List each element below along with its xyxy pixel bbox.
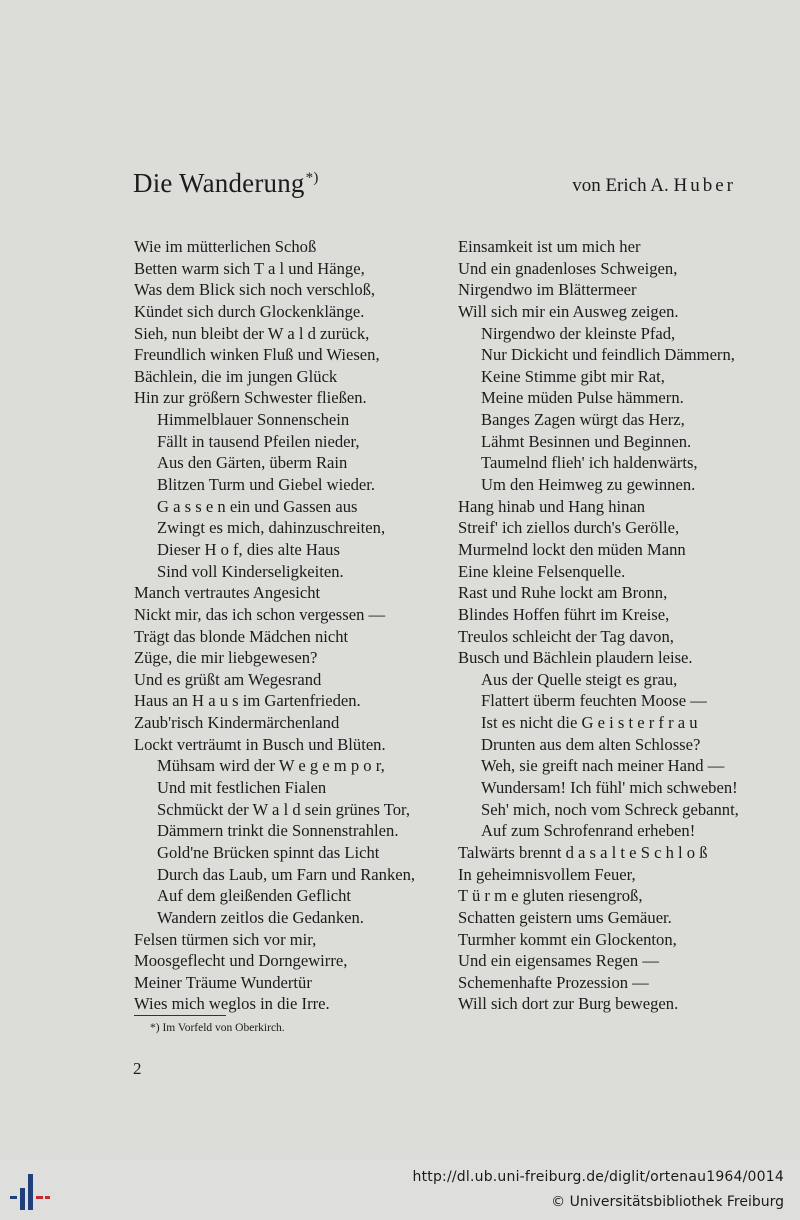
poem-line: Betten warm sich T a l und Hänge, xyxy=(134,258,365,278)
poem-line: Moosgeflecht und Dorngewirre, xyxy=(134,951,348,971)
poem-line: Rast und Ruhe lockt am Bronn, xyxy=(458,583,668,603)
footnote-marker: *) xyxy=(305,170,319,186)
poem-line: Flattert überm feuchten Moose — xyxy=(481,691,707,711)
poem-line: Um den Heimweg zu gewinnen. xyxy=(481,475,696,495)
poem-line: Turmher kommt ein Glockenton, xyxy=(458,929,677,949)
poem-line: Schatten geistern ums Gemäuer. xyxy=(458,907,672,927)
poem-line: Und mit festlichen Fialen xyxy=(157,778,327,798)
poem-line: Einsamkeit ist um mich her xyxy=(458,237,641,256)
poem-line: Was dem Blick sich noch verschloß, xyxy=(134,280,376,300)
poem-line: Manch vertrautes Angesicht xyxy=(134,583,321,603)
poem-line: Busch und Bächlein plaudern leise. xyxy=(458,648,693,668)
poem-line: Zwingt es mich, dahinzuschreiten, xyxy=(157,518,386,538)
poem-line: Nickt mir, das ich schon vergessen — xyxy=(134,604,386,624)
poem-line: Gold'ne Brücken spinnt das Licht xyxy=(157,842,380,862)
poem-line: Ist es nicht die G e i s t e r f r a u xyxy=(481,713,698,733)
footnote: *) Im Vorfeld von Oberkirch. xyxy=(150,1022,285,1034)
poem-line: Trägt das blonde Mädchen nicht xyxy=(134,626,349,646)
poem-line: Blitzen Turm und Giebel wieder. xyxy=(157,475,376,495)
poem-line: Banges Zagen würgt das Herz, xyxy=(481,410,685,430)
source-url-link[interactable]: http://dl.ub.uni-freiburg.de/diglit/ortenau1964/0014 xyxy=(412,1169,784,1185)
poem-line: Schmückt der W a l d sein grünes Tor, xyxy=(157,799,411,819)
poem-line: Taumelnd flieh' ich haldenwärts, xyxy=(481,453,698,473)
poem-line: Aus den Gärten, überm Rain xyxy=(157,453,348,473)
poem-line: Weh, sie greift nach meiner Hand — xyxy=(481,756,725,776)
poem-line: Sieh, nun bleibt der W a l d zurück, xyxy=(134,323,370,343)
poem-line: Felsen türmen sich vor mir, xyxy=(134,929,317,949)
poem-line: Durch das Laub, um Farn und Ranken, xyxy=(157,864,416,884)
poem-line: Keine Stimme gibt mir Rat, xyxy=(481,366,665,386)
poem-line: Fällt in tausend Pfeilen nieder, xyxy=(157,431,360,451)
poem-line: Treulos schleicht der Tag davon, xyxy=(458,626,674,646)
poem-line: Murmelnd lockt den müden Mann xyxy=(458,539,686,559)
author-prefix: von Erich A. xyxy=(572,175,669,196)
poem-line: Drunten aus dem alten Schlosse? xyxy=(481,734,701,754)
poem-line: Wandern zeitlos die Gedanken. xyxy=(157,907,364,927)
poem-line: Wie im mütterlichen Schoß xyxy=(134,237,317,256)
poem-line: Sind voll Kinderseligkeiten. xyxy=(157,561,344,581)
poem-line: Und ein eigensames Regen — xyxy=(458,951,659,971)
poem-line: Hang hinab und Hang hinan xyxy=(458,496,646,516)
poem-line: Blindes Hoffen führt im Kreise, xyxy=(458,604,670,624)
poem-line: Auf dem gleißenden Geflicht xyxy=(157,886,351,906)
poem-line: Nirgendwo im Blättermeer xyxy=(458,280,637,300)
poem-line: Züge, die mir liebgewesen? xyxy=(134,648,318,668)
author-line xyxy=(572,175,736,197)
library-logo-icon xyxy=(8,1170,52,1214)
poem-column-right xyxy=(458,236,739,1015)
poem-line: Nirgendwo der kleinste Pfad, xyxy=(481,323,676,343)
poem-line: Meine müden Pulse hämmern. xyxy=(481,388,684,408)
poem-line: In geheimnisvollem Feuer, xyxy=(458,864,636,884)
poem-line: Dämmern trinkt die Sonnenstrahlen. xyxy=(157,821,399,841)
poem-line: Und es grüßt am Wegesrand xyxy=(134,669,322,689)
poem-line: Dieser H o f, dies alte Haus xyxy=(157,539,340,559)
poem-line: Kündet sich durch Glockenklänge. xyxy=(134,301,365,321)
poem-line: Himmelblauer Sonnenschein xyxy=(157,410,350,430)
poem-line: Meiner Träume Wundertür xyxy=(134,972,312,992)
poem-line: Will sich mir ein Ausweg zeigen. xyxy=(458,301,679,321)
poem-line: Wundersam! Ich fühl' mich schweben! xyxy=(481,778,738,798)
poem-line: T ü r m e gluten riesengroß, xyxy=(458,886,643,906)
poem-line: Auf zum Schrofenrand erheben! xyxy=(481,821,696,841)
poem-line: Freundlich winken Fluß und Wiesen, xyxy=(134,345,380,365)
poem-column-left xyxy=(134,236,415,1015)
poem-line: Schemenhafte Prozession — xyxy=(458,972,649,992)
poem-line: Talwärts brennt d a s a l t e S c h l o ß xyxy=(458,842,708,862)
poem-line: Seh' mich, noch vom Schreck gebannt, xyxy=(481,799,739,819)
poem-line: Mühsam wird der W e g e m p o r, xyxy=(157,756,385,776)
poem-line: Wies mich weglos in die Irre. xyxy=(134,994,330,1014)
poem-line: Nur Dickicht und feindlich Dämmern, xyxy=(481,345,735,365)
poem-line: Lähmt Besinnen und Beginnen. xyxy=(481,431,692,451)
footnote-divider xyxy=(134,1015,226,1016)
poem-line: Streif' ich ziellos durch's Gerölle, xyxy=(458,518,680,538)
poem-title xyxy=(133,168,319,199)
poem-line: Hin zur größern Schwester fließen. xyxy=(134,388,367,408)
page-number: 2 xyxy=(133,1059,142,1078)
copyright-notice: © Universitätsbibliothek Freiburg xyxy=(551,1194,784,1210)
footer-bar xyxy=(0,1160,800,1220)
author-name: Huber xyxy=(673,175,736,196)
poem-line: Zaub'risch Kindermärchenland xyxy=(134,713,340,733)
poem-line: Will sich dort zur Burg bewegen. xyxy=(458,994,679,1014)
poem-line: Bächlein, die im jungen Glück xyxy=(134,366,338,386)
poem-line: Eine kleine Felsenquelle. xyxy=(458,561,626,581)
poem-line: G a s s e n ein und Gassen aus xyxy=(157,496,358,516)
poem-title-text: Die Wanderung xyxy=(133,168,305,198)
poem-line: Und ein gnadenloses Schweigen, xyxy=(458,258,678,278)
poem-line: Aus der Quelle steigt es grau, xyxy=(481,669,678,689)
poem-line: Lockt verträumt in Busch und Blüten. xyxy=(134,734,386,754)
poem-line: Haus an H a u s im Gartenfrieden. xyxy=(134,691,361,711)
